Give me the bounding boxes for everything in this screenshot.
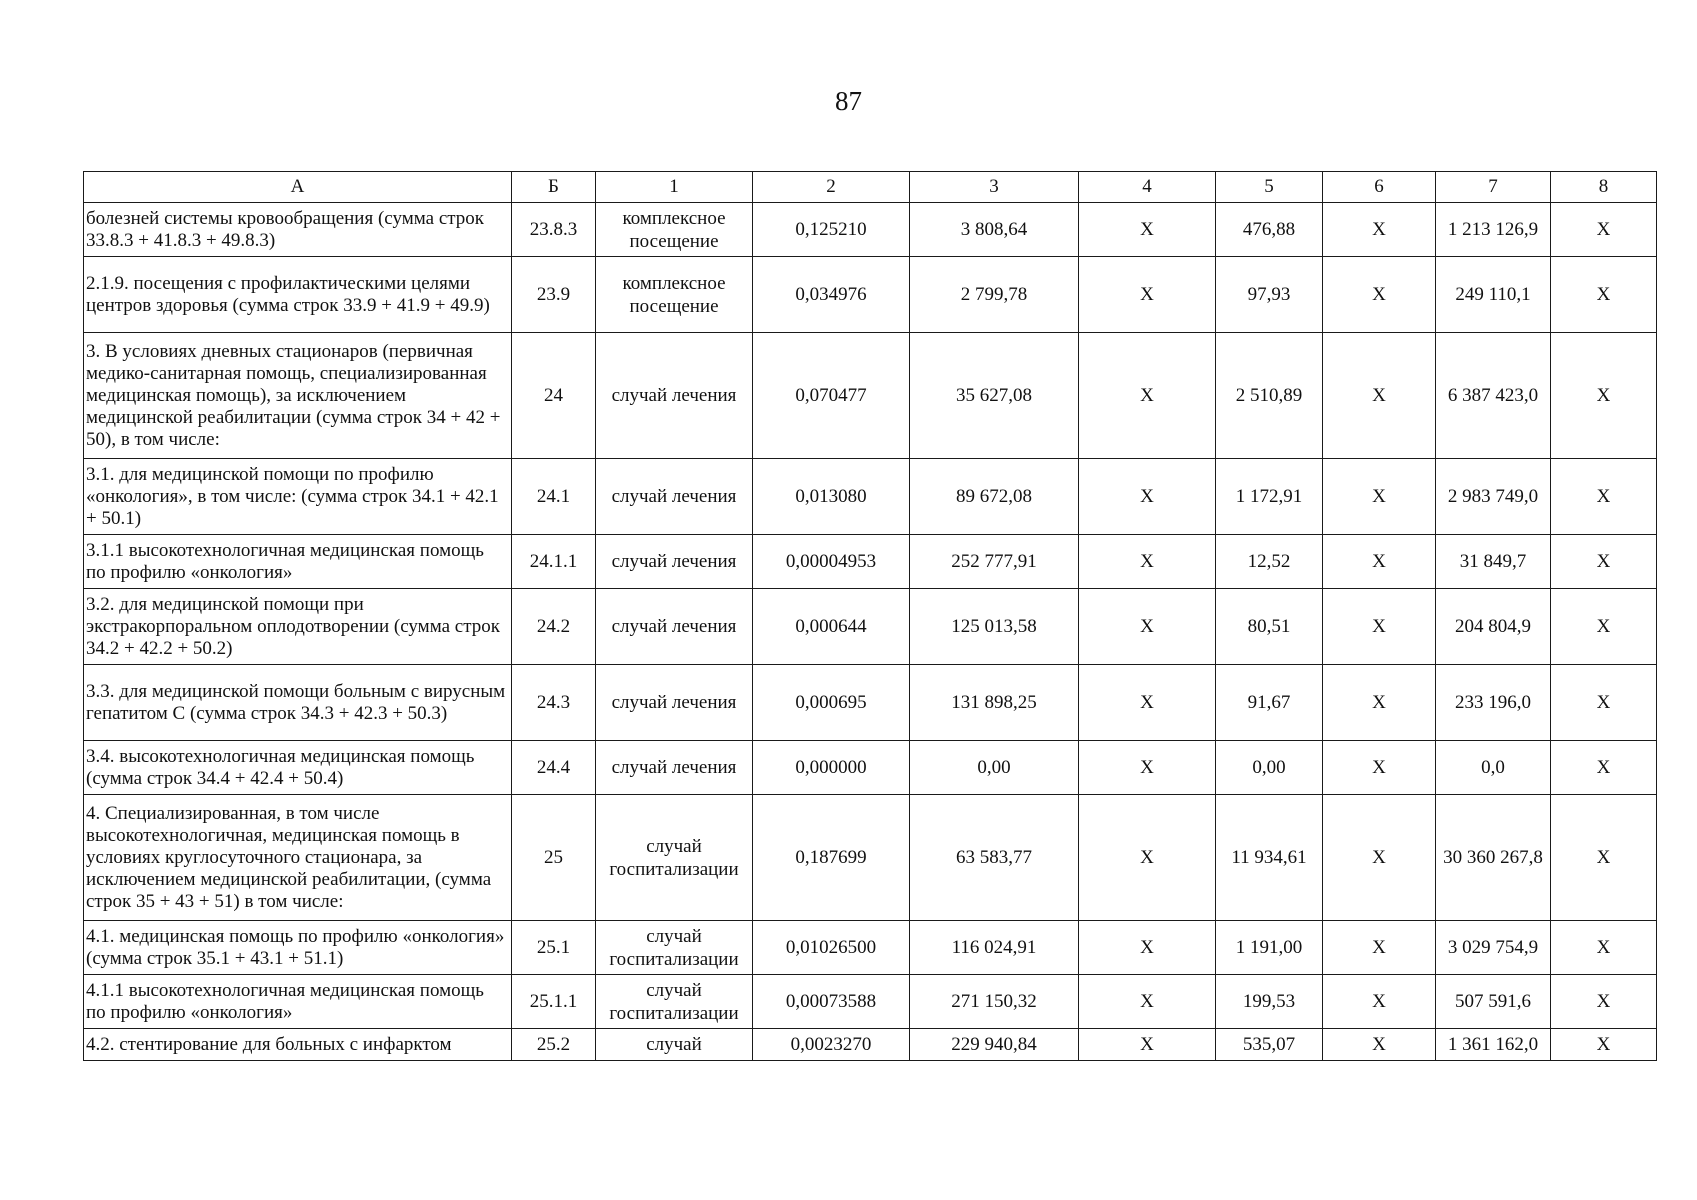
column-header: 3 [910, 172, 1079, 203]
table-row [84, 203, 1657, 257]
data-table [83, 171, 1657, 1061]
table-cell: 252 777,91 [910, 535, 1079, 589]
column-header: 1 [596, 172, 753, 203]
table-cell: 535,07 [1216, 1029, 1323, 1061]
table-cell: 31 849,7 [1436, 535, 1551, 589]
row-description-cell: 3.1.1 высокотехнологичная медицинская помощь по профилю «онкология» [84, 535, 512, 589]
table-cell: 476,88 [1216, 203, 1323, 257]
table-cell: 0,00 [910, 741, 1079, 795]
table-cell: 0,00 [1216, 741, 1323, 795]
table-cell: 0,125210 [753, 203, 910, 257]
table-cell: Х [1079, 741, 1216, 795]
row-description-cell: 3.4. высокотехнологичная медицинская помощь (сумма строк 34.4 + 42.4 + 50.4) [84, 741, 512, 795]
column-header: Б [512, 172, 596, 203]
table-cell: Х [1551, 333, 1657, 459]
table-row [84, 589, 1657, 665]
page-number: 87 [835, 86, 862, 116]
table-cell: 25.1.1 [512, 975, 596, 1029]
table-row [84, 795, 1657, 921]
table-cell: 63 583,77 [910, 795, 1079, 921]
table-row [84, 665, 1657, 741]
column-header: А [84, 172, 512, 203]
table-cell: Х [1323, 589, 1436, 665]
table-cell: Х [1079, 333, 1216, 459]
table-cell: Х [1323, 459, 1436, 535]
table-cell: 116 024,91 [910, 921, 1079, 975]
table-cell: случай [596, 1029, 753, 1061]
row-description-cell: болезней системы кровообращения (сумма строк 33.8.3 + 41.8.3 + 49.8.3) [84, 203, 512, 257]
table-cell: Х [1079, 975, 1216, 1029]
table-cell: случай лечения [596, 333, 753, 459]
table-cell: 24.3 [512, 665, 596, 741]
table-cell: случай лечения [596, 535, 753, 589]
table-cell: Х [1323, 665, 1436, 741]
table-row [84, 535, 1657, 589]
table-cell: 0,034976 [753, 257, 910, 333]
table-cell: 12,52 [1216, 535, 1323, 589]
table-cell: 0,000644 [753, 589, 910, 665]
table-cell: случай госпитализации [596, 975, 753, 1029]
table-cell: 24.2 [512, 589, 596, 665]
table-cell: 1 361 162,0 [1436, 1029, 1551, 1061]
table-cell: 507 591,6 [1436, 975, 1551, 1029]
table-cell: Х [1551, 535, 1657, 589]
table-cell: Х [1079, 665, 1216, 741]
table-cell: 125 013,58 [910, 589, 1079, 665]
row-description-cell: 3.3. для медицинской помощи больным с вирусным гепатитом С (сумма строк 34.3 + 42.3 + 50.3) [84, 665, 512, 741]
column-header: 2 [753, 172, 910, 203]
table-cell: случай госпитализации [596, 795, 753, 921]
table-cell: 0,187699 [753, 795, 910, 921]
table-cell: 1 213 126,9 [1436, 203, 1551, 257]
table-cell: 0,000695 [753, 665, 910, 741]
table-cell: комплексное посещение [596, 203, 753, 257]
column-header: 5 [1216, 172, 1323, 203]
table-cell: 249 110,1 [1436, 257, 1551, 333]
column-header: 6 [1323, 172, 1436, 203]
row-description-cell: 3.2. для медицинской помощи при экстракорпоральном оплодотворении (сумма строк 34.2 + 42.2 + 50.2) [84, 589, 512, 665]
table-cell: 24.1.1 [512, 535, 596, 589]
table-cell: 24.4 [512, 741, 596, 795]
table-cell: случай госпитализации [596, 921, 753, 975]
table-row [84, 975, 1657, 1029]
table-cell: 2 799,78 [910, 257, 1079, 333]
table-cell: Х [1323, 535, 1436, 589]
table-cell: 97,93 [1216, 257, 1323, 333]
table-cell: 229 940,84 [910, 1029, 1079, 1061]
table-cell: Х [1079, 257, 1216, 333]
table-cell: 91,67 [1216, 665, 1323, 741]
table-cell: Х [1551, 203, 1657, 257]
table-cell: Х [1551, 589, 1657, 665]
table-cell: 2 510,89 [1216, 333, 1323, 459]
table-cell: 24.1 [512, 459, 596, 535]
table-cell: Х [1551, 459, 1657, 535]
table-cell: случай лечения [596, 589, 753, 665]
table-cell: 25.2 [512, 1029, 596, 1061]
row-description-cell: 4.2. стентирование для больных с инфарктом [84, 1029, 512, 1061]
row-description-cell: 4.1.1 высокотехнологичная медицинская помощь по профилю «онкология» [84, 975, 512, 1029]
table-cell: Х [1079, 589, 1216, 665]
table-cell: Х [1551, 975, 1657, 1029]
table-cell: 23.8.3 [512, 203, 596, 257]
table-cell: Х [1323, 795, 1436, 921]
table-cell: Х [1323, 257, 1436, 333]
row-description-cell: 2.1.9. посещения с профилактическими целями центров здоровья (сумма строк 33.9 + 41.9 + 49.9) [84, 257, 512, 333]
table-cell: Х [1079, 203, 1216, 257]
row-description-cell: 3.1. для медицинской помощи по профилю «онкология», в том числе: (сумма строк 34.1 + 42.1 + 50.1) [84, 459, 512, 535]
table-cell: Х [1323, 741, 1436, 795]
table-cell: 25.1 [512, 921, 596, 975]
table-cell: Х [1079, 1029, 1216, 1061]
table-cell: Х [1323, 1029, 1436, 1061]
row-description-cell: 4.1. медицинская помощь по профилю «онкология» (сумма строк 35.1 + 43.1 + 51.1) [84, 921, 512, 975]
table-cell: 0,00073588 [753, 975, 910, 1029]
table-cell: Х [1551, 795, 1657, 921]
table-cell: случай лечения [596, 459, 753, 535]
table-cell: Х [1079, 921, 1216, 975]
table-row [84, 741, 1657, 795]
table-cell: 1 172,91 [1216, 459, 1323, 535]
table-cell: 6 387 423,0 [1436, 333, 1551, 459]
table-cell: 89 672,08 [910, 459, 1079, 535]
table-cell: 24 [512, 333, 596, 459]
table-cell: Х [1323, 333, 1436, 459]
table-cell: 0,00004953 [753, 535, 910, 589]
table-cell: Х [1551, 257, 1657, 333]
column-header: 7 [1436, 172, 1551, 203]
row-description-cell: 3. В условиях дневных стационаров (первичная медико-санитарная помощь, специализированная медицинская помощь), за исключением медицинской реабилитации (сумма строк 34 + 42 + 50), в том числе: [84, 333, 512, 459]
table-cell: 1 191,00 [1216, 921, 1323, 975]
table-cell: 0,0 [1436, 741, 1551, 795]
table-cell: Х [1079, 795, 1216, 921]
table-cell: Х [1323, 975, 1436, 1029]
table-cell: Х [1551, 1029, 1657, 1061]
table-cell: 0,01026500 [753, 921, 910, 975]
table-cell: Х [1079, 535, 1216, 589]
table-cell: 11 934,61 [1216, 795, 1323, 921]
table-cell: 131 898,25 [910, 665, 1079, 741]
table-cell: 3 808,64 [910, 203, 1079, 257]
table-cell: случай лечения [596, 665, 753, 741]
table-cell: комплексное посещение [596, 257, 753, 333]
table-cell: 0,000000 [753, 741, 910, 795]
row-description-cell: 4. Специализированная, в том числе высокотехнологичная, медицинская помощь в условиях круглосуточного стационара, за исключением медицинской реабилитации, (сумма строк 35 + 43 + 51) в том числе: [84, 795, 512, 921]
table-cell: Х [1551, 741, 1657, 795]
table-cell: 3 029 754,9 [1436, 921, 1551, 975]
table-cell: 2 983 749,0 [1436, 459, 1551, 535]
table-cell: 23.9 [512, 257, 596, 333]
table-cell: 271 150,32 [910, 975, 1079, 1029]
column-header: 8 [1551, 172, 1657, 203]
table-cell: 204 804,9 [1436, 589, 1551, 665]
table-cell: Х [1323, 921, 1436, 975]
table-cell: 199,53 [1216, 975, 1323, 1029]
table-cell: 0,0023270 [753, 1029, 910, 1061]
table-cell: Х [1323, 203, 1436, 257]
table-header-row [84, 172, 1657, 203]
table-row [84, 921, 1657, 975]
table-cell: 0,070477 [753, 333, 910, 459]
column-header: 4 [1079, 172, 1216, 203]
table-cell: 233 196,0 [1436, 665, 1551, 741]
table-cell: 0,013080 [753, 459, 910, 535]
table-cell: случай лечения [596, 741, 753, 795]
table-row [84, 459, 1657, 535]
table-cell: 30 360 267,8 [1436, 795, 1551, 921]
table-cell: 25 [512, 795, 596, 921]
table-row [84, 257, 1657, 333]
table-cell: 35 627,08 [910, 333, 1079, 459]
table-cell: Х [1079, 459, 1216, 535]
table-row [84, 333, 1657, 459]
table-body [84, 203, 1657, 1061]
table-cell: 80,51 [1216, 589, 1323, 665]
table-cell: Х [1551, 665, 1657, 741]
table-cell: Х [1551, 921, 1657, 975]
table-row [84, 1029, 1657, 1061]
